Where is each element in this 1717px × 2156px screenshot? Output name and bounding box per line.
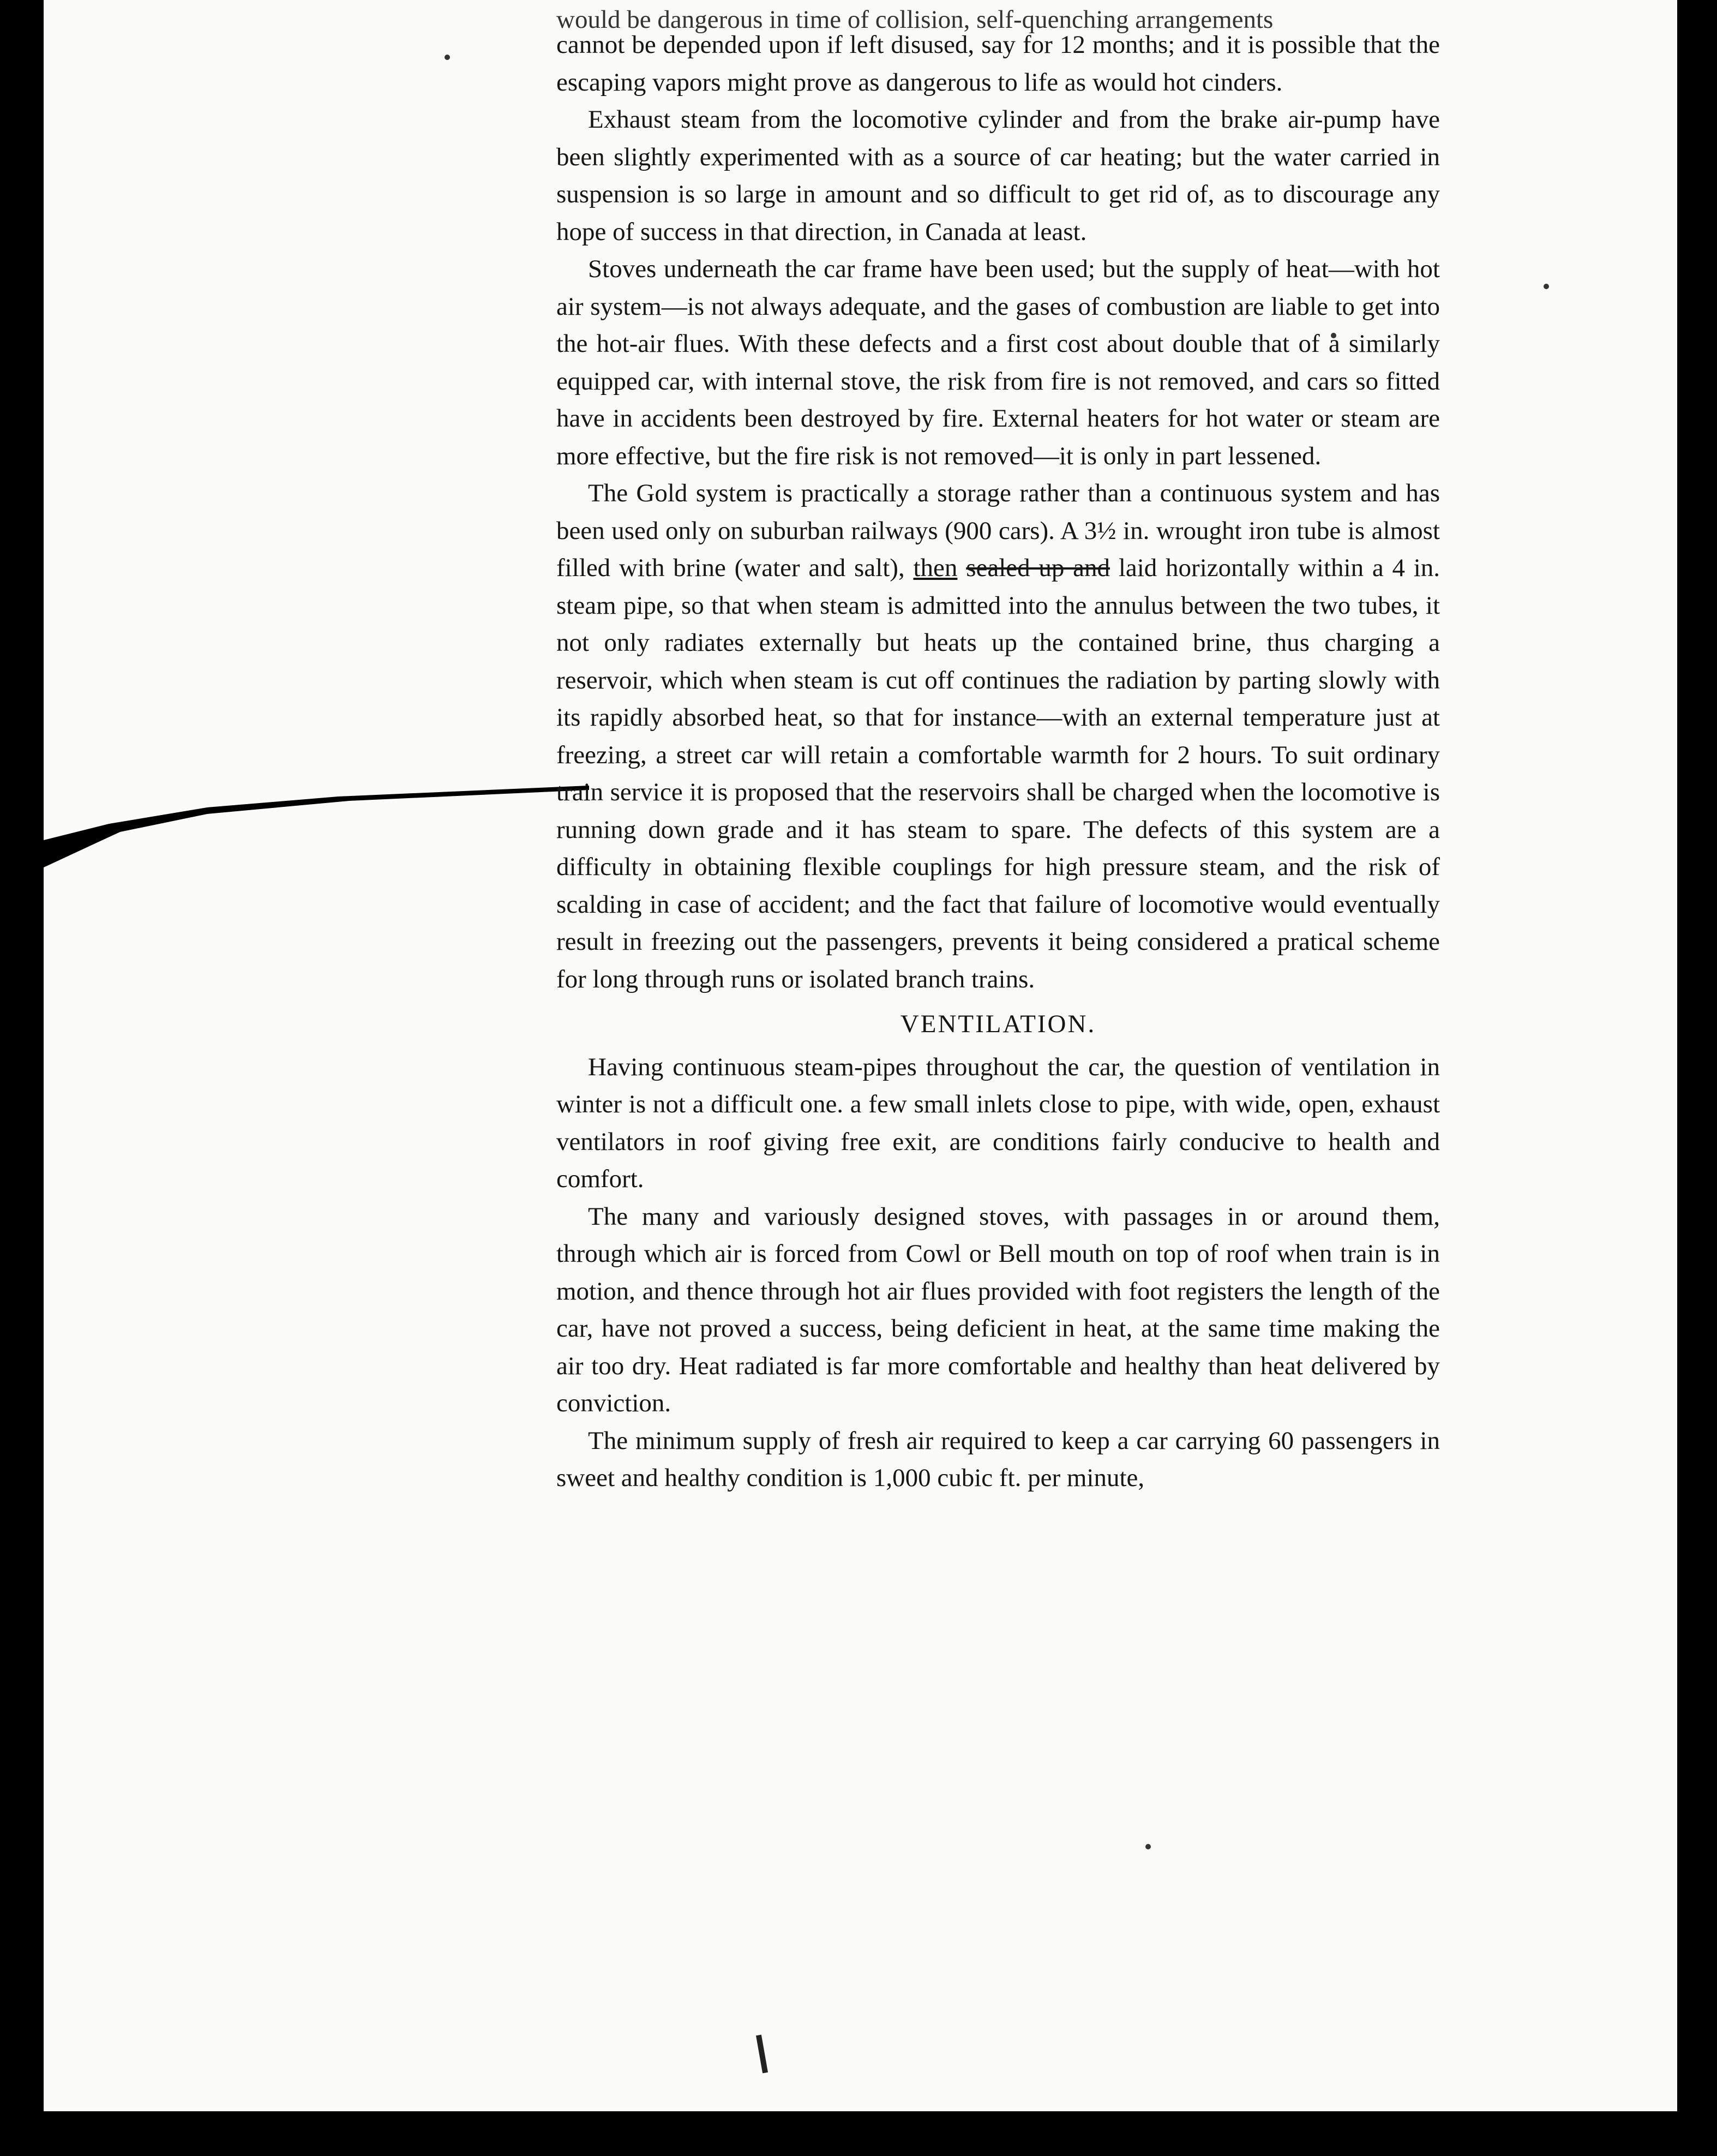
paragraph: The many and variously designed stoves, with passages in or around them, through which air is forced from Cowl or Bell mouth on top of roof when train is in motion, and thence through hot air flues provided with foot registers the length of the car, have not proved a success, being deficient in heat, at the same time making the air too dry. Heat radiated is far more comfortable and healthy than heat delivered by conviction. bbox=[556, 1202, 1440, 1417]
paragraph: Exhaust steam from the locomotive cylinder and from the brake air-pump have been slightly experimented with as a source of car heating; but the water carried in suspension is so large in amount and so difficult to get rid of, as to discourage any hope of success in that direction, in Canada at least. bbox=[556, 105, 1440, 246]
struck-text: sealed up and bbox=[966, 554, 1110, 582]
paragraph bbox=[556, 475, 1440, 998]
margin-speck bbox=[1544, 284, 1549, 289]
paragraph: cannot be depended upon if left disused, say for 12 months; and it is possible that the escaping vapors might prove as dangerous to life as would hot cinders. bbox=[556, 31, 1440, 97]
paragraph-text: The Gold system is practically a storage rather than a continuous system and has been used only on suburban railways (900 cars). A 3½ in. wrought iron tube is almost filled with brine (water and salt), bbox=[556, 479, 1440, 582]
body-text bbox=[556, 5, 1440, 1497]
paragraph: Stoves underneath the car frame have been used; but the supply of heat—with hot air system—is not always adequate, and the gases of combustion are liable to get into the hot-air flues. With these defects and a first cost about double that of a similarly equipped car, with internal stove, the risk from fire is not removed, and cars so fitted have in accidents been destroyed by fire. External heaters for hot water or steam are more effective, but the fire risk is not removed—it is only in part lessened. bbox=[556, 255, 1440, 470]
handwritten-insertion: then bbox=[913, 554, 958, 582]
cut-off-line: would be dangerous in time of collision, self-quenching arrangements bbox=[556, 5, 1274, 34]
paragraph-text: laid horizontally bbox=[1118, 554, 1290, 582]
page-tear-mark bbox=[44, 786, 589, 895]
margin-speck bbox=[445, 55, 450, 60]
section-heading: VENTILATION. bbox=[900, 1010, 1096, 1038]
margin-speck bbox=[1145, 1844, 1151, 1849]
paragraph-text: within a 4 in. steam pipe, so that when steam is admitted into the annulus between the two tubes, it not only radiates externally but heats up the contained brine, thus charging a reservoir, which when steam is cut off continues the radiation by parting slowly with its rapidly absorbed heat, so that for instance—with an external temperature just at freezing, a street car will retain a comfortable warmth for 2 hours. To suit ordinary train service it is proposed that the reservoirs shall be charged when the locomotive is running down grade and it has steam to spare. The defects of this system are a difficulty in obtaining flexible couplings for high pressure steam, and the risk of scalding in case of accident; and the fact that failure of locomotive would eventually result in freezing out the passengers, prevents it being considered a pratical scheme for long through runs or isolated branch trains. bbox=[556, 554, 1440, 993]
paragraph: Having continuous steam-pipes throughout the car, the question of ventilation in winter is not a difficult one. a few small inlets close to pipe, with wide, open, exhaust ventilators in roof giving free exit, are conditions fairly conducive to health and comfort. bbox=[556, 1052, 1440, 1193]
paragraph: The minimum supply of fresh air required to keep a car carrying 60 passengers in sweet and healthy condition is 1,000 cubic ft. per minute, bbox=[556, 1426, 1440, 1492]
scan-left-edge bbox=[0, 0, 44, 2156]
